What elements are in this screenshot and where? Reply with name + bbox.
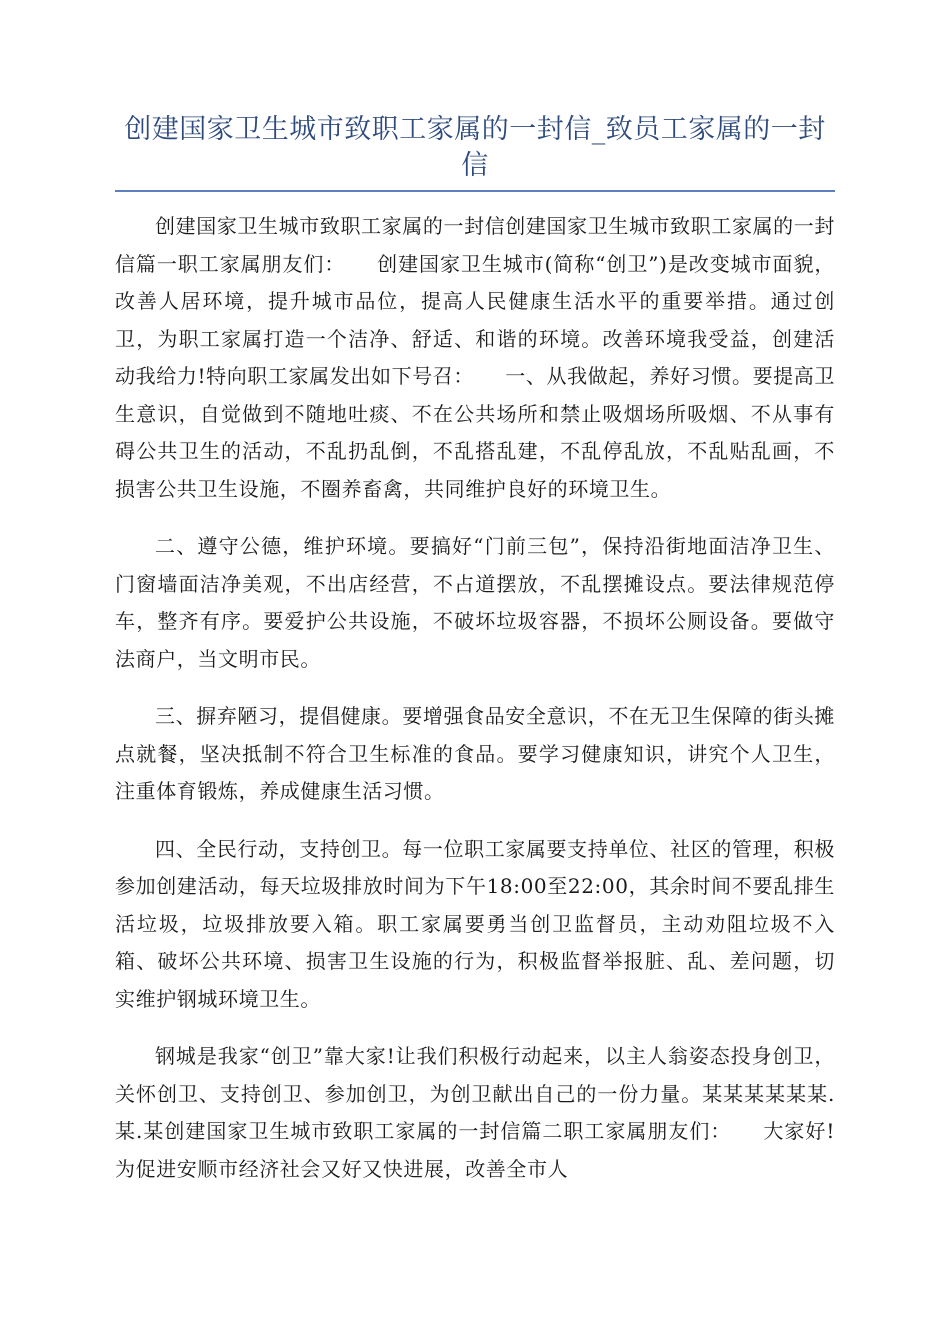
title-underline	[115, 190, 835, 192]
paragraph: 二、遵守公德，维护环境。要搞好“门前三包”，保持沿街地面洁净卫生、门窗墙面洁净美观，不出店经营，不占道摆放，不乱摆摊设点。要法律规范停车，整齐有序。要爱护公共设施，不破坏垃圾容器，不损坏公厕设备。要做守法商户，当文明市民。	[115, 534, 835, 671]
paragraph: 钢城是我家“创卫”靠大家!让我们积极行动起来，以主人翁姿态投身创卫，关怀创卫、支持创卫、参加创卫，为创卫献出自己的一份力量。某某某某某某.某.某创建国家卫生城市致职工家属的一封信篇二职工家属朋友们： 大家好!为促进安顺市经济社会又好又快进展，改善全市人	[115, 1044, 835, 1181]
paragraph: 创建国家卫生城市致职工家属的一封信创建国家卫生城市致职工家属的一封信篇一职工家属朋友们： 创建国家卫生城市(简称“创卫”)是改变城市面貌，改善人居环境，提升城市品位，提高人民健康生活水平的重要举措。通过创卫，为职工家属打造一个洁净、舒适、和谐的环境。改善环境我受益，创建活动我给力!特向职工家属发出如下号召： 一、从我做起，养好习惯。要提高卫生意识，自觉做到不随地吐痰、不在公共场所和禁止吸烟场所吸烟、不从事有碍公共卫生的活动，不乱扔乱倒，不乱搭乱建，不乱停乱放，不乱贴乱画，不损害公共卫生设施，不圈养畜禽，共同维护良好的环境卫生。	[115, 214, 835, 501]
document-body	[115, 208, 835, 1208]
document-title: 创建国家卫生城市致职工家属的一封信_致员工家属的一封信	[124, 114, 826, 181]
title-block	[115, 112, 835, 192]
paragraph: 三、摒弃陋习，提倡健康。要增强食品安全意识，不在无卫生保障的街头摊点就餐，坚决抵制不符合卫生标准的食品。要学习健康知识，讲究个人卫生，注重体育锻炼，养成健康生活习惯。	[115, 704, 835, 803]
paragraph: 四、全民行动，支持创卫。每一位职工家属要支持单位、社区的管理，积极参加创建活动，每天垃圾排放时间为下午18:00至22:00，其余时间不要乱排生活垃圾，垃圾排放要入箱。职工家属要勇当创卫监督员，主动劝阻垃圾不入箱、破坏公共环境、损害卫生设施的行为，积极监督举报脏、乱、差问题，切实维护钢城环境卫生。	[115, 836, 835, 1011]
